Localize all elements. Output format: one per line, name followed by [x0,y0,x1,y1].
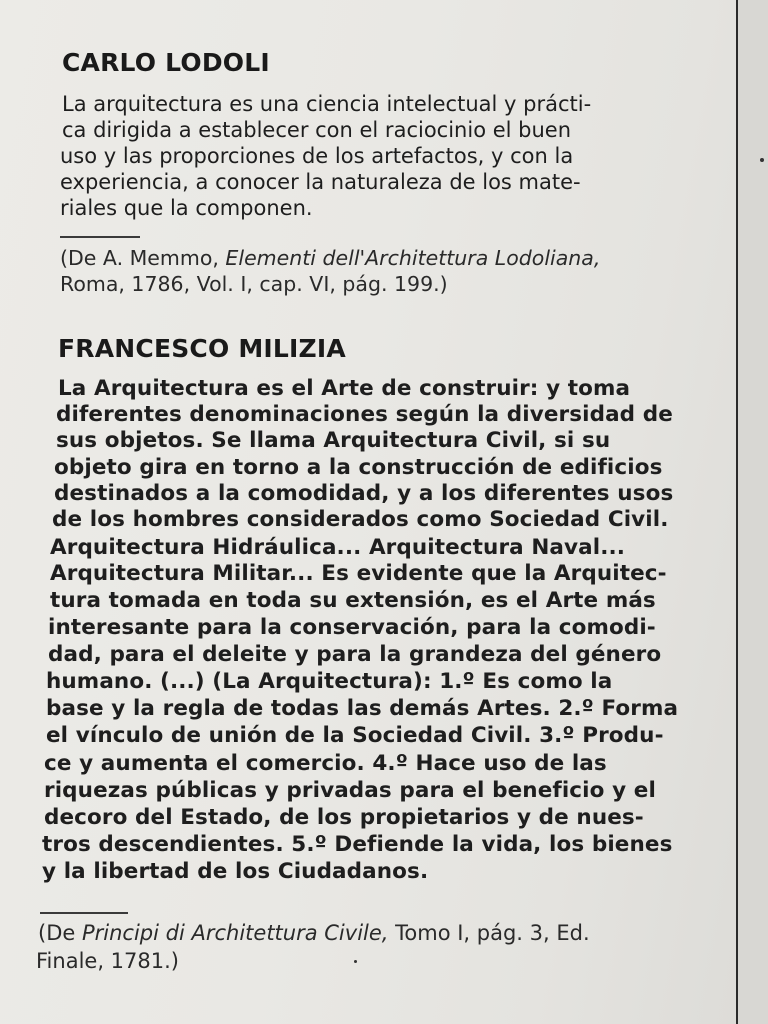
milizia-line: decoro del Estado, de los propietarios y de nues- [44,805,644,830]
milizia-cite-suffix: Tomo I, pág. 3, Ed. [388,921,590,945]
milizia-heading: FRANCESCO MILIZIA [58,334,346,363]
lodoli-citation-line1 [60,245,600,271]
milizia-line: Arquitectura Hidráulica... Arquitectura Naval... [50,535,626,560]
milizia-line: interesante para la conservación, para la comodi- [48,615,656,640]
page-margin [738,0,768,1024]
milizia-line: y la libertad de los Ciudadanos. [42,859,429,884]
milizia-line: destinados a la comodidad, y a los diferentes usos [54,481,674,506]
milizia-cite-prefix: (De [38,921,82,945]
milizia-line: ce y aumenta el comercio. 4.º Hace uso de las [44,751,607,776]
lodoli-cite-prefix: (De A. Memmo, [60,246,226,270]
milizia-line: de los hombres considerados como Sociedad Civil. [52,507,669,532]
milizia-citation-line2: Finale, 1781.) [36,949,179,973]
lodoli-line: riales que la componen. [60,196,313,220]
milizia-line: el vínculo de unión de la Sociedad Civil. 3.º Produ- [46,723,664,748]
lodoli-line: ca dirigida a establecer con el raciocinio el buen [62,118,572,142]
milizia-line: dad, para el deleite y para la grandeza del género [48,642,662,667]
column-divider [736,0,738,1024]
milizia-line: sus objetos. Se llama Arquitectura Civil, si su [56,428,611,453]
lodoli-line: uso y las proporciones de los artefactos, y con la [60,144,574,168]
milizia-line: La Arquitectura es el Arte de construir: y toma [58,376,631,401]
milizia-line: tura tomada en toda su extensión, es el Arte más [50,588,656,613]
page-speck [354,960,357,963]
lodoli-cite-rule [60,236,140,238]
lodoli-citation-line2: Roma, 1786, Vol. I, cap. VI, pág. 199.) [60,272,448,296]
milizia-line: humano. (...) (La Arquitectura): 1.º Es como la [46,669,613,694]
milizia-cite-title: Principi di Architettura Civile, [81,921,389,945]
milizia-line: tros descendientes. 5.º Defiende la vida, los bienes [42,832,673,857]
milizia-line: base y la regla de todas las demás Artes. 2.º Forma [46,696,679,721]
milizia-line: riquezas públicas y privadas para el beneficio y el [44,778,656,803]
milizia-line: objeto gira en torno a la construcción de edificios [54,455,663,480]
milizia-citation-line1 [38,920,590,946]
milizia-cite-rule [40,912,128,914]
margin-speck [760,158,764,162]
lodoli-line: experiencia, a conocer la naturaleza de los mate- [60,170,581,194]
milizia-line: diferentes denominaciones según la diversidad de [56,402,673,427]
milizia-line: Arquitectura Militar... Es evidente que la Arquitec- [50,561,667,586]
lodoli-heading: CARLO LODOLI [62,48,270,77]
lodoli-cite-title: Elementi dell'Architettura Lodoliana, [225,246,601,270]
lodoli-line: La arquitectura es una ciencia intelectual y prácti- [62,92,592,116]
